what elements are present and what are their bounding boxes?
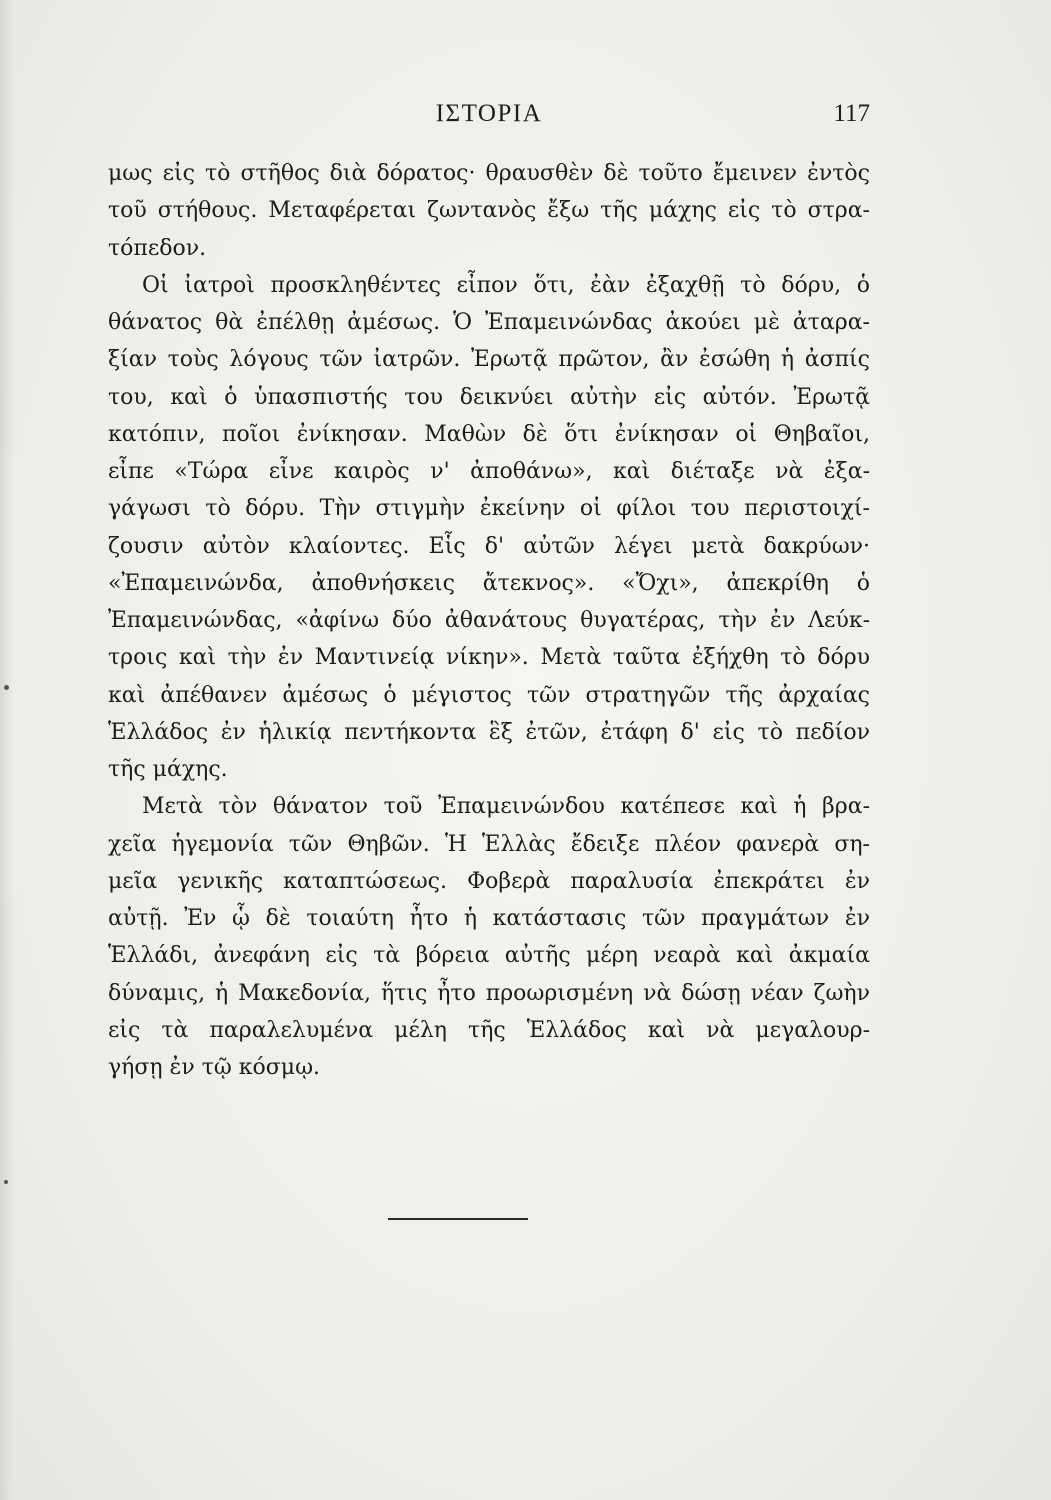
body-text (108, 155, 870, 1086)
text-line: μεῖα γενικῆς καταπτώσεως. Φοβερὰ παραλυσία ἐπεκράτει ἐν (108, 868, 870, 894)
text-line: μως εἰς τὸ στῆθος διὰ δόρατος· θραυσθὲν δὲ τοῦτο ἔμεινεν ἐντὸς (108, 161, 870, 186)
running-title: ΙΣΤΟΡΙΑ (435, 100, 543, 127)
text-line: τῆς μάχης. (108, 757, 228, 782)
text-line: χεῖα ἡγεμονία τῶν Θηβῶν. Ἡ Ἑλλὰς ἔδειξε πλέον φανερὰ ση- (108, 831, 870, 857)
text-line: τοῦ στήθους. Μεταφέρεται ζωντανὸς ἔξω τῆς μάχης εἰς τὸ στρα- (108, 198, 870, 224)
text-line: Ἑλλάδος ἐν ἡλικίᾳ πεντήκοντα ἓξ ἐτῶν, ἐτάφη δ' εἰς τὸ πεδίον (108, 719, 870, 745)
text-line: τροις καὶ τὴν ἐν Μαντινείᾳ νίκην». Μετὰ ταῦτα ἐξήχθη τὸ δόρυ (108, 645, 870, 671)
text-line: θάνατος θὰ ἐπέλθῃ ἀμέσως. Ὁ Ἐπαμεινώνδας ἀκούει μὲ ἀταρα- (108, 310, 870, 335)
text-line: τόπεδον. (108, 235, 207, 261)
print-speck (4, 1180, 8, 1184)
text-line: ξίαν τοὺς λόγους τῶν ἰατρῶν. Ἐρωτᾷ πρῶτον, ἂν ἐσώθη ἡ ἀσπίς (108, 347, 870, 373)
paragraph (108, 267, 870, 789)
page-number: 117 (833, 100, 870, 127)
text-line: Μετὰ τὸν θάνατον τοῦ Ἐπαμεινώνδου κατέπεσε καὶ ἡ βρα- (142, 794, 870, 820)
text-line: «Ἐπαμεινώνδα, ἀποθνήσκεις ἄτεκνος». «Ὄχι», ἀπεκρίθη ὁ (108, 570, 870, 596)
text-line: γάγωσι τὸ δόρυ. Τὴν στιγμὴν ἐκείνην οἱ φίλοι του περιστοιχί- (108, 496, 870, 522)
text-line: αὐτῇ. Ἐν ᾧ δὲ τοιαύτη ἦτο ἡ κατάστασις τῶν πραγμάτων ἐν (108, 906, 870, 931)
text-line: Οἱ ἰατροὶ προσκληθέντες εἶπον ὅτι, ἐὰν ἐξαχθῇ τὸ δόρυ, ὁ (142, 272, 870, 298)
text-line: γήσῃ ἐν τῷ κόσμῳ. (108, 1055, 321, 1080)
page-header (108, 100, 870, 134)
text-line: του, καὶ ὁ ὑπασπιστής του δεικνύει αὐτὴν εἰς αὐτόν. Ἐρωτᾷ (108, 384, 870, 410)
print-speck (4, 685, 9, 690)
paragraph (108, 155, 870, 267)
text-line: Ἑλλάδι, ἀνεφάνη εἰς τὰ βόρεια αὐτῆς μέρη νεαρὰ καὶ ἀκμαία (108, 943, 870, 969)
text-line: εἶπε «Τώρα εἶνε καιρὸς ν' ἀποθάνω», καὶ διέταξε νὰ ἐξα- (108, 459, 870, 484)
text-line: Ἐπαμεινώνδας, «ἀφίνω δύο ἀθανάτους θυγατέρας, τὴν ἐν Λεύκ- (108, 608, 870, 633)
text-line: καὶ ἀπέθανεν ἀμέσως ὁ μέγιστος τῶν στρατηγῶν τῆς ἀρχαίας (108, 682, 870, 708)
text-line: εἰς τὰ παραλελυμένα μέλη τῆς Ἑλλάδος καὶ νὰ μεγαλουρ- (108, 1017, 870, 1043)
text-line: δύναμις, ἡ Μακεδονία, ἥτις ἦτο προωρισμένη νὰ δώσῃ νέαν ζωὴν (108, 980, 870, 1006)
text-line: κατόπιν, ποῖοι ἐνίκησαν. Μαθὼν δὲ ὅτι ἐνίκησαν οἱ Θηβαῖοι, (108, 421, 870, 447)
page-edge-shadow (0, 0, 14, 1500)
section-end-rule (388, 1218, 528, 1220)
text-line: ζουσιν αὐτὸν κλαίοντες. Εἷς δ' αὐτῶν λέγει μετὰ δακρύων· (108, 533, 870, 559)
paragraph (108, 788, 870, 1086)
